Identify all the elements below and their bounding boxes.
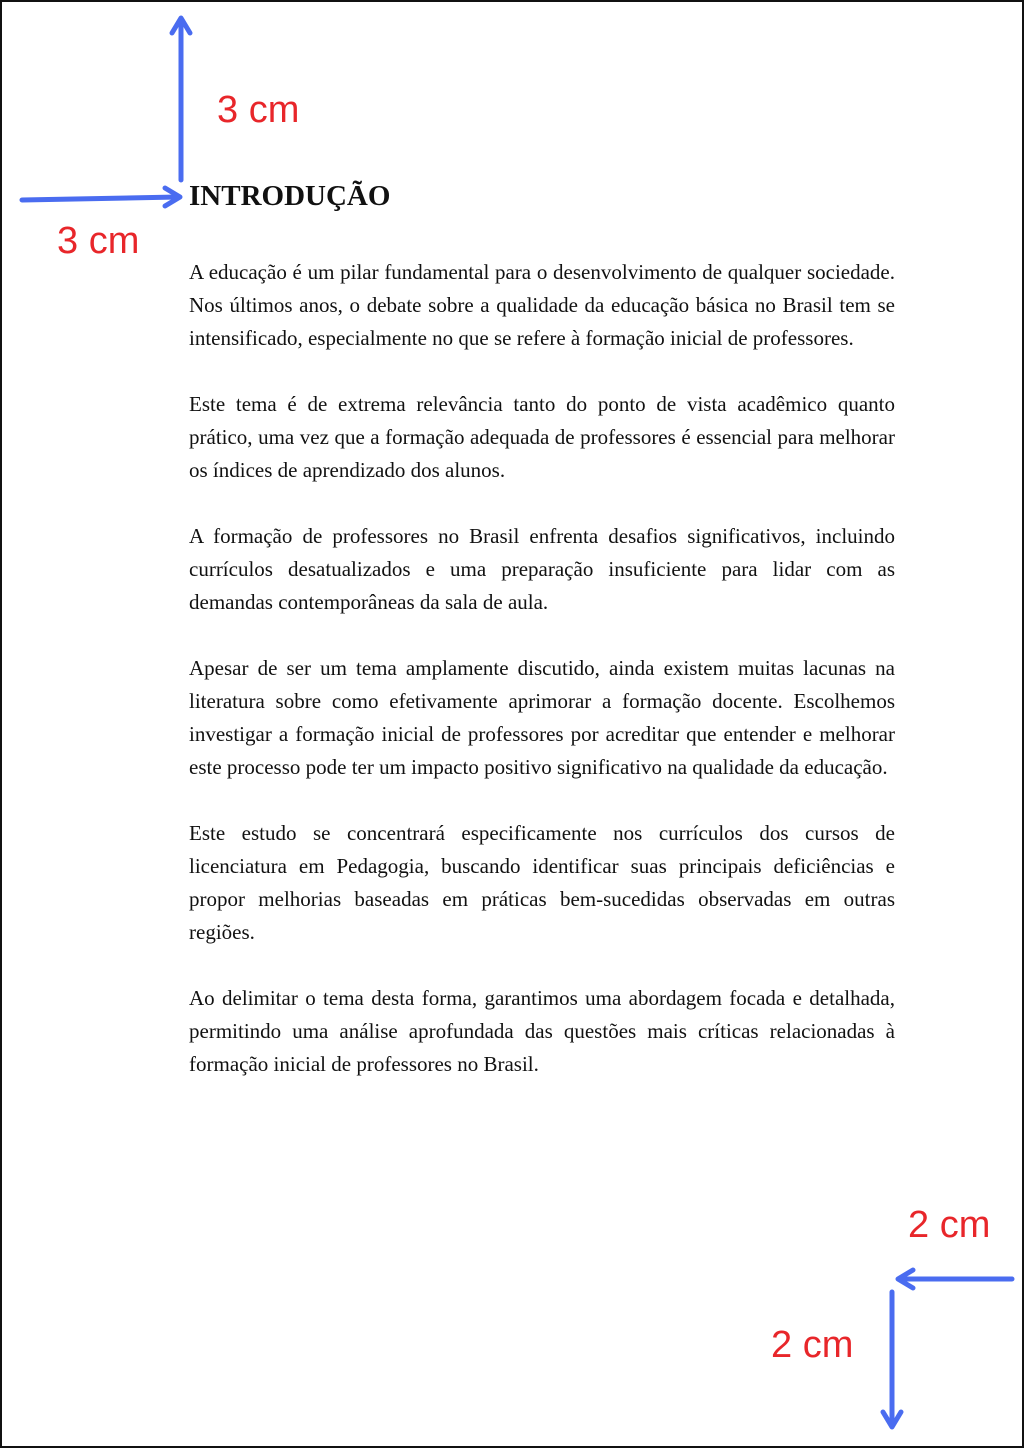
paragraph-3: A formação de professores no Brasil enfrenta desafios significativos, incluindo currículos desatualizados e uma preparação insuficiente para lidar com as demandas contemporâneas da sala de aula. (189, 524, 895, 614)
left-margin-label: 3 cm (57, 220, 140, 262)
page-title: INTRODUÇÃO (189, 180, 391, 212)
paragraph-4: Apesar de ser um tema amplamente discutido, ainda existem muitas lacunas na literatura sobre como efetivamente aprimorar a formação docente. Escolhemos investigar a formação inicial de professores por acreditar que entender e melhorar este processo pode ter um impacto positivo significativo na qualidade da educação. (189, 656, 895, 779)
right-margin-label: 2 cm (908, 1204, 991, 1246)
paragraph-2: Este tema é de extrema relevância tanto do ponto de vista acadêmico quanto prático, uma vez que a formação adequada de professores é essencial para melhorar os índices de aprendizado dos alunos. (189, 392, 895, 482)
paragraph-5: Este estudo se concentrará especificamente nos currículos dos cursos de licenciatura em Pedagogia, buscando identificar suas principais deficiências e propor melhorias baseadas em práticas bem-sucedidas observadas em outras regiões. (189, 821, 895, 944)
top-margin-label: 3 cm (217, 89, 300, 131)
bottom-margin-label: 2 cm (771, 1324, 854, 1366)
paragraph-6: Ao delimitar o tema desta forma, garantimos uma abordagem focada e detalhada, permitindo uma análise aprofundada das questões mais críticas relacionadas à formação inicial de professores no Brasil. (189, 986, 895, 1076)
paragraph-1: A educação é um pilar fundamental para o desenvolvimento de qualquer sociedade. Nos últimos anos, o debate sobre a qualidade da educação básica no Brasil tem se intensificado, especialmente no que se refere à formação inicial de professores. (189, 260, 895, 350)
page-content (189, 176, 895, 1114)
